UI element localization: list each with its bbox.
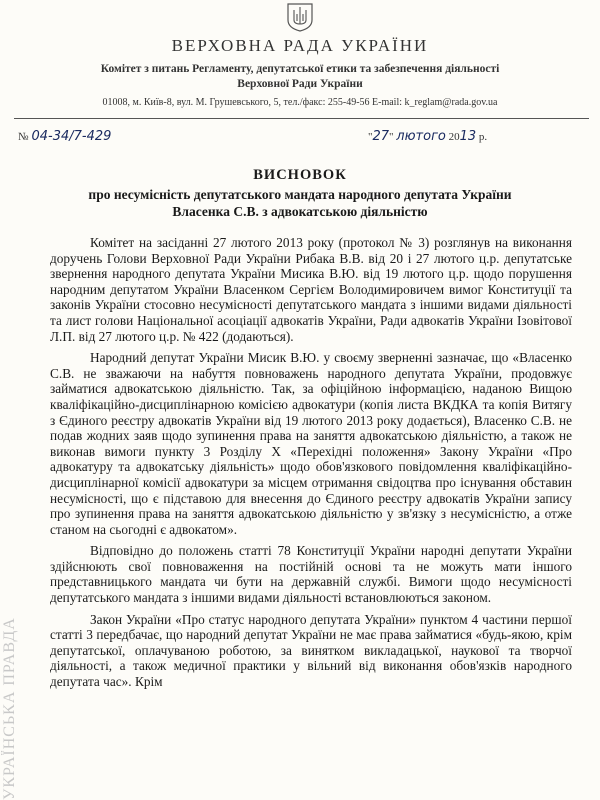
handwritten-year: 13 bbox=[459, 129, 477, 144]
date-suffix: р. bbox=[478, 131, 488, 143]
paragraph: Народний депутат України Мисик В.Ю. у своєму зверненні зазначає, що «Власенко С.В. не зважаючи на набуття повноважень народного депутата України, продовжує займатися адвокатською діяльністю. Так, за офіційною інформацією, наданою Вищою кваліфікаційно-дисциплінарною комісією адвокатури (копія листа ВКДКА та копія Витягу з Єдиного реєстру адвокатів України від 19 лютого 2013 року додається), Власенко С.В. не подав жодних заяв щодо зупинення права на заняття адвокатською діяльністю, а також не виконав вимоги пункту 3 Розділу Х «Перехідні положення» Закону України «Про адвокатуру та адвокатську діяльність» щодо обов'язкового повідомлення кваліфікаційно-дисциплінарної комісії адвокатури за місцем отримання свідоцтва про існування обставин несумісності, що є підставою для внесення до Єдиного реєстру адвокатів України запису про зупинення права на заняття адвокатською діяльністю у зв'язку з несумісністю, а отже станом на сьогодні є адвокатом». bbox=[50, 350, 572, 537]
trident-emblem-icon bbox=[284, 2, 316, 32]
document-subtitle bbox=[40, 186, 560, 220]
paragraph: Відповідно до положень статті 78 Конституції України народні депутати України здійснюють свої повноваження на постійній основі та не можуть мати іншого представницького мандата чи бути на державній службі. Вимоги щодо несумісності депутатського мандата з іншими видами діяльності встановлюються законом. bbox=[50, 543, 572, 606]
handwritten-number: 04-34/7-429 bbox=[31, 129, 112, 144]
handwritten-day: 27 bbox=[372, 129, 390, 144]
committee-line-1: Комітет з питань Регламенту, депутатської етики та забезпечення діяльності bbox=[100, 63, 500, 75]
subtitle-line-1: про несумісність депутатського мандата народного депутата України bbox=[88, 187, 512, 202]
number-prefix: № bbox=[18, 131, 29, 143]
date-close-quote: " bbox=[389, 131, 394, 143]
watermark: УКРАЇНСЬКА ПРАВДА bbox=[1, 617, 18, 800]
header-divider bbox=[14, 118, 589, 119]
paragraph: Комітет на засіданні 27 лютого 2013 року (протокол № 3) розглянув на виконання доручень Голови Верховної Ради України Рибака В.В. від 20 і 27 лютого ц.р. депутатське звернення народного депутата України Мисика В.Ю. від 19 лютого ц.р. щодо порушення народним депутатом України Власенком Сергієм Володимировичем вимог Конституції та законів України стосовно несумісності депутатського мандата з іншими видами діяльності та лист голови Національної асоціації адвокатів України, Ради адвокатів України Ізовітової Л.П. від 27 лютого ц.р. № 422 (додаються). bbox=[50, 235, 572, 344]
address-line: 01008, м. Київ-8, вул. М. Грушевського, 5, тел./факс: 255-49-56 E-mail: k_reglam@rada.gov.ua bbox=[102, 97, 498, 108]
registration-date bbox=[368, 129, 487, 144]
date-open-quote: " bbox=[368, 131, 373, 143]
committee-line-2: Верховної Ради України bbox=[237, 78, 363, 90]
document-body bbox=[50, 235, 572, 696]
subtitle-line-2: Власенка С.В. з адвокатською діяльністю bbox=[172, 204, 428, 219]
paragraph: Закон України «Про статус народного депутата України» пунктом 4 частини першої статті 3 передбачає, що народний депутат України не має права займатися «будь-якою, крім депутатської, оплачуваною роботою, за винятком викладацької, наукової та творчої діяльності, а також медичної практики у вільний від виконання обов'язків народного депутата час». Крім bbox=[50, 611, 572, 690]
document-title: ВИСНОВОК bbox=[253, 167, 347, 183]
organization-title: ВЕРХОВНА РАДА УКРАЇНИ bbox=[171, 36, 429, 55]
committee-name bbox=[20, 62, 580, 92]
handwritten-month: лютого bbox=[396, 129, 446, 144]
date-year-prefix: 20 bbox=[448, 131, 460, 143]
registration-number bbox=[18, 129, 111, 144]
